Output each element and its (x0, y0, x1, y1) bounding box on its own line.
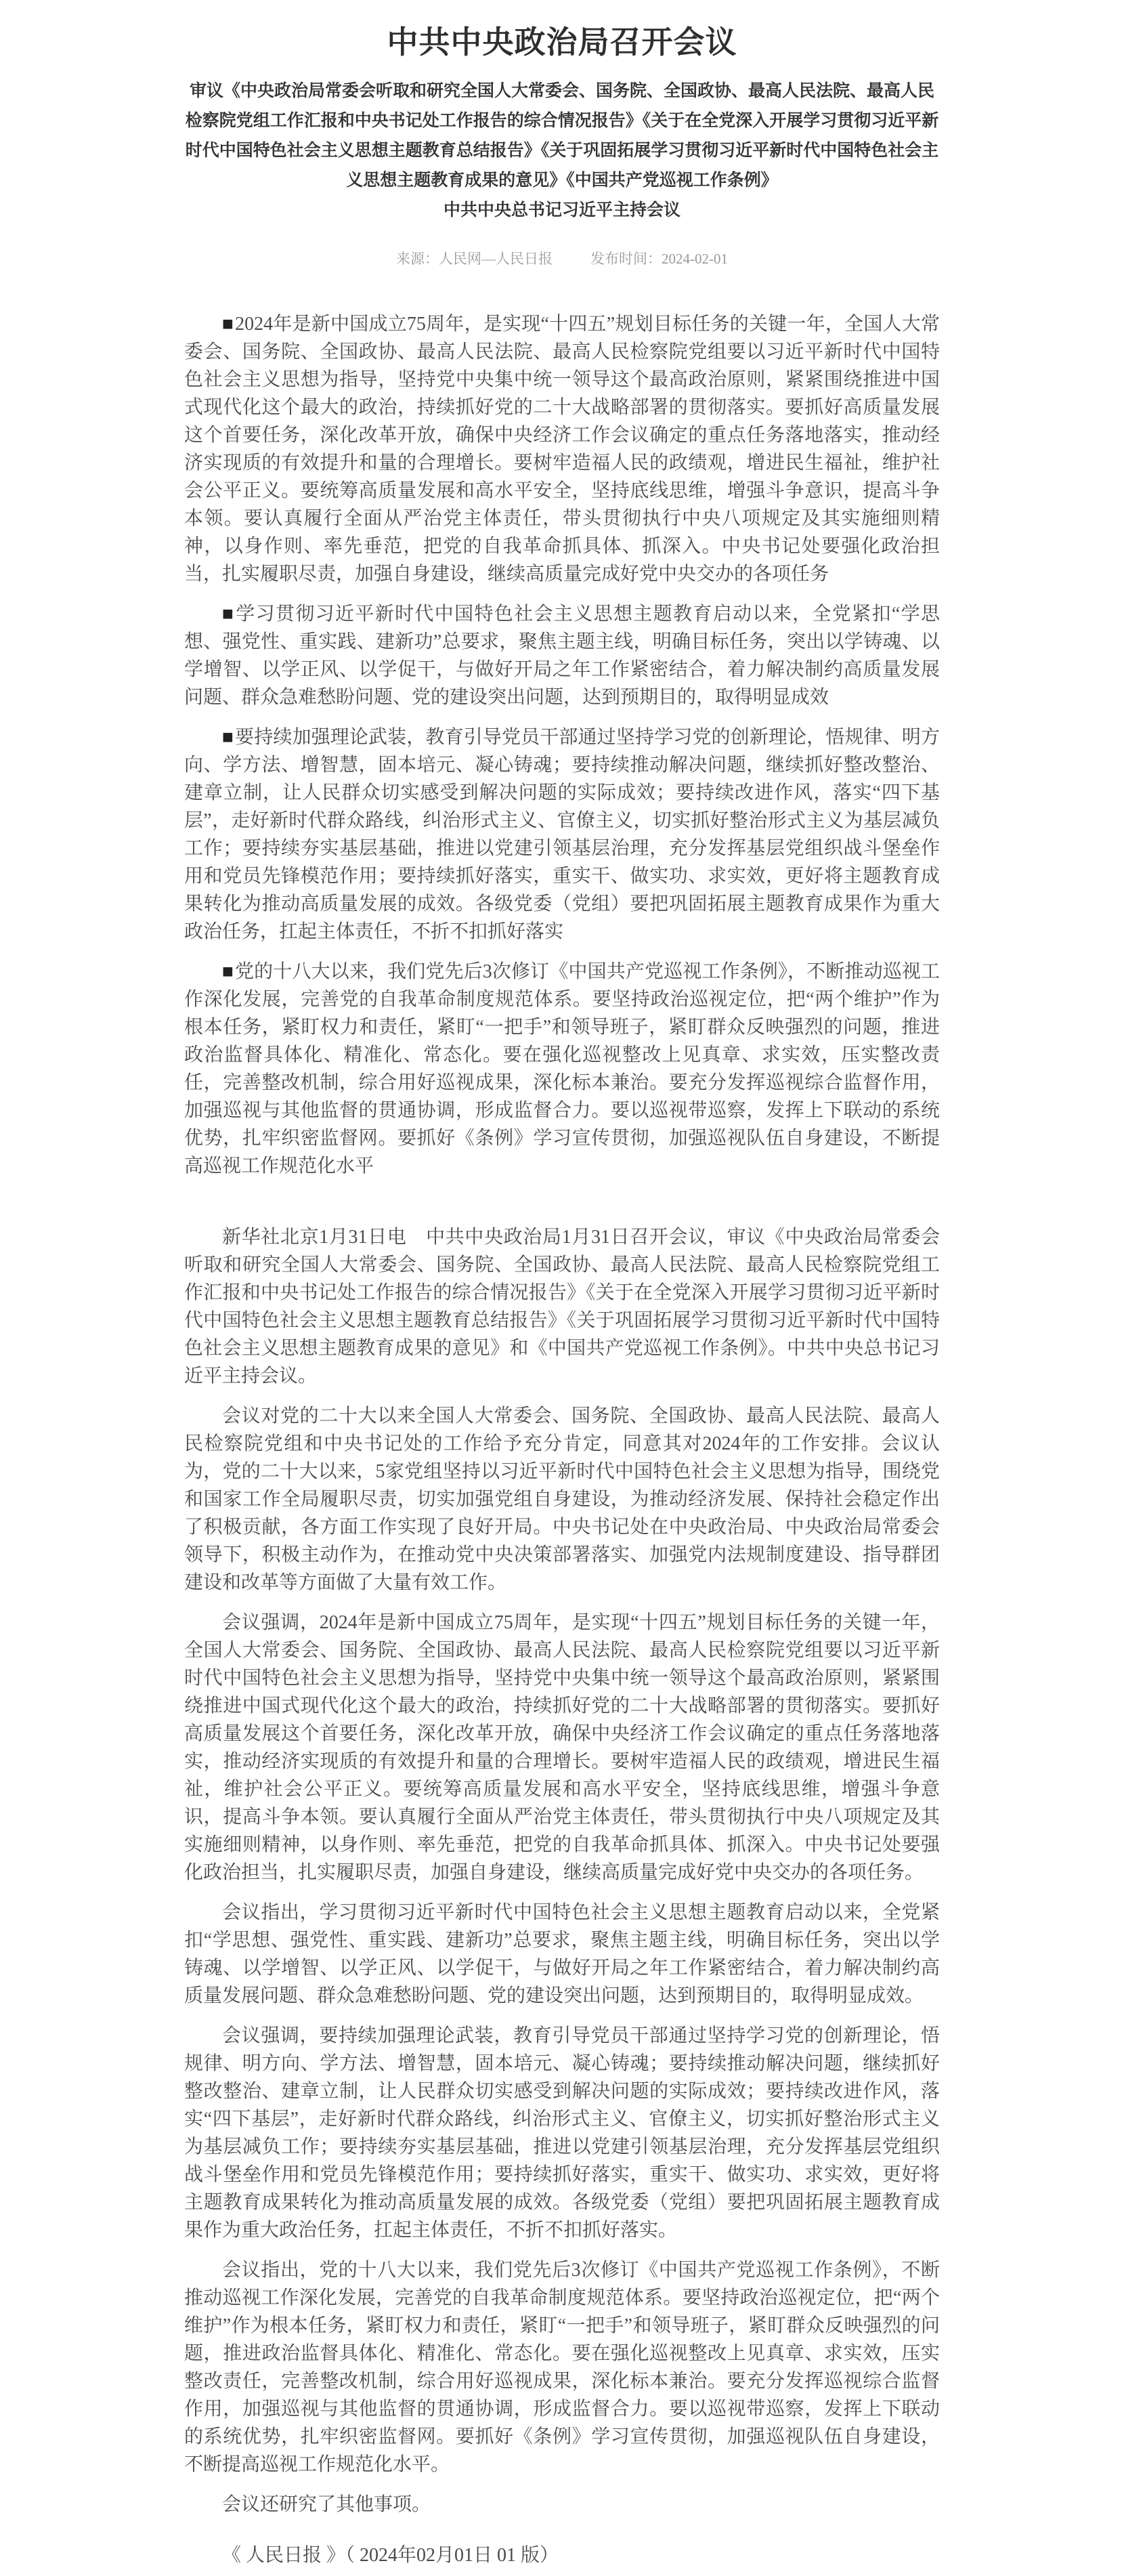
highlight-paragraph (184, 958, 940, 1180)
highlight-text: 2024年是新中国成立75周年，是实现“十四五”规划目标任务的关键一年，全国人大常委会、国务院、全国政协、最高人民法院、最高人民检察院党组要以习近平新时代中国特色社会主义思想为指导，坚持党中央集中统一领导这个最高政治原则，紧紧围绕推进中国式现代化这个最大的政治，持续抓好党的二十大战略部署的贯彻落实。要抓好高质量发展这个首要任务，深化改革开放，确保中央经济工作会议确定的重点任务落地落实，推动经济实现质的有效提升和量的合理增长。要树牢造福人民的政绩观，增进民生福祉，维护社会公平正义。要统筹高质量发展和高水平安全，坚持底线思维，增强斗争意识，提高斗争本领。要认真履行全面从严治党主体责任，带头贯彻执行中央八项规定及其实施细则精神，以身作则、率先垂范，把党的自我革命抓具体、抓深入。中央书记处要强化政治担当，扎实履职尽责，加强自身建设，继续高质量完成好党中央交办的各项任务 (184, 314, 940, 585)
highlight-text: 党的十八大以来，我们党先后3次修订《中国共产党巡视工作条例》，不断推动巡视工作深化发展，完善党的自我革命制度规范体系。要坚持政治巡视定位，把“两个维护”作为根本任务，紧盯权力和责任，紧盯“一把手”和领导班子，紧盯群众反映强烈的问题，推进政治监督具体化、精准化、常态化。要在强化巡视整改上见真章、求实效，压实整改责任，完善整改机制，综合用好巡视成果，深化标本兼治。要充分发挥巡视综合监督作用，加强巡视与其他监督的贯通协调，形成监督合力。要以巡视带巡察，发挥上下联动的系统优势，扎牢织密监督网。要抓好《条例》学习宣传贯彻，加强巡视队伍自身建设，不断提高巡视工作规范化水平 (184, 961, 940, 1177)
article-subtitle-line2: 中共中央总书记习近平主持会议 (443, 200, 680, 219)
highlight-text: 要持续加强理论武装，教育引导党员干部通过坚持学习党的创新理论，悟规律、明方向、学方法、增智慧，固本培元、凝心铸魂；要持续推动解决问题，继续抓好整改整治、建章立制，让人民群众切实感受到解决问题的实际成效；要持续改进作风，落实“四下基层”，走好新时代群众路线，纠治形式主义、官僚主义，切实抓好整治形式主义为基层减负工作；要持续夯实基层基础，推进以党建引领基层治理，充分发挥基层党组织战斗堡垒作用和党员先锋模范作用；要持续抓好落实，重实干、做实功、求实效，更好将主题教育成果转化为推动高质量发展的成效。各级党委（党组）要把巩固拓展主题教育成果作为重大政治任务，扛起主体责任，不折不扣抓好落实 (184, 727, 940, 942)
body-paragraph: 会议还研究了其他事项。 (222, 2494, 431, 2515)
body-paragraph: 会议强调，2024年是新中国成立75周年，是实现“十四五”规划目标任务的关键一年，全国人大常委会、国务院、全国政协、最高人民法院、最高人民检察院党组要以习近平新时代中国特色社会主义思想为指导，坚持党中央集中统一领导这个最高政治原则，紧紧围绕推进中国式现代化这个最大的政治，持续抓好党的二十大战略部署的贯彻落实。要抓好高质量发展这个首要任务，深化改革开放，确保中央经济工作会议确定的重点任务落地落实，推动经济实现质的有效提升和量的合理增长。要树牢造福人民的政绩观，增进民生福祉，维护社会公平正义。要统筹高质量发展和高水平安全，坚持底线思维，增强斗争意识，提高斗争本领。要认真履行全面从严治党主体责任，带头贯彻执行中央八项规定及其实施细则精神，以身作则、率先垂范，把党的自我革命抓具体、抓深入。中央书记处要强化政治担当，扎实履职尽责，加强自身建设，继续高质量完成好党中央交办的各项任务。 (184, 1612, 940, 1883)
body-paragraph: 会议指出，学习贯彻习近平新时代中国特色社会主义思想主题教育启动以来，全党紧扣“学思想、强党性、重实践、建新功”总要求，聚焦主题主线，明确目标任务，突出以学铸魂、以学增智、以学正风、以学促干，与做好开局之年工作紧密结合，着力解决制约高质量发展问题、群众急难愁盼问题、党的建设突出问题，达到预期目的，取得明显成效。 (184, 1902, 940, 2006)
source-label: 来源：人民网—人民日报 (396, 251, 553, 267)
body-paragraph: 会议强调，要持续加强理论武装，教育引导党员干部通过坚持学习党的创新理论，悟规律、明方向、学方法、增智慧，固本培元、凝心铸魂；要持续推动解决问题，继续抓好整改整治、建章立制，让人民群众切实感受到解决问题的实际成效；要持续改进作风，落实“四下基层”，走好新时代群众路线，纠治形式主义、官僚主义，切实抓好整治形式主义为基层减负工作；要持续夯实基层基础，推进以党建引领基层治理，充分发挥基层党组织战斗堡垒作用和党员先锋模范作用；要持续抓好落实，重实干、做实功、求实效，更好将主题教育成果转化为推动高质量发展的成效。各级党委（党组）要把巩固拓展主题教育成果作为重大政治任务，扛起主体责任，不折不扣抓好落实。 (184, 2025, 940, 2241)
square-bullet-icon: ■ (222, 604, 235, 625)
highlight-text: 学习贯彻习近平新时代中国特色社会主义思想主题教育启动以来，全党紧扣“学思想、强党性、重实践、建新功”总要求，聚焦主题主线，明确目标任务，突出以学铸魂、以学增智、以学正风、以学促干，与做好开局之年工作紧密结合，着力解决制约高质量发展问题、群众急难愁盼问题、党的建设突出问题，达到预期目的，取得明显成效 (184, 604, 940, 708)
body-paragraph: 会议指出，党的十八大以来，我们党先后3次修订《中国共产党巡视工作条例》，不断推动巡视工作深化发展，完善党的自我革命制度规范体系。要坚持政治巡视定位，把“两个维护”作为根本任务，紧盯权力和责任，紧盯“一把手”和领导班子，紧盯群众反映强烈的问题，推进政治监督具体化、精准化、常态化。要在强化巡视整改上见真章、求实效，压实整改责任，完善整改机制，综合用好巡视成果，深化标本兼治。要充分发挥巡视综合监督作用，加强巡视与其他监督的贯通协调，形成监督合力。要以巡视带巡察，发挥上下联动的系统优势，扎牢织密监督网。要抓好《条例》学习宣传贯彻，加强巡视队伍自身建设，不断提高巡视工作规范化水平。 (184, 2260, 940, 2475)
article-subtitle: 审议《中央政治局常委会听取和研究全国人大常委会、国务院、全国政协、最高人民法院、最高人民检察院党组工作汇报和中央书记处工作报告的综合情况报告》《关于在全党深入开展学习贯彻习近平新时代中国特色社会主义思想主题教育总结报告》《关于巩固拓展学习贯彻习近平新时代中国特色社会主义思想主题教育成果的意见》《中国共产党巡视工作条例》 (185, 81, 939, 190)
article-title: 中共中央政治局召开会议 (387, 24, 737, 60)
article-container (184, 18, 940, 2569)
highlight-paragraph (184, 310, 940, 588)
article-body (184, 1223, 940, 2518)
highlight-paragraph (184, 723, 940, 946)
body-paragraph: 新华社北京1月31日电 中共中央政治局1月31日召开会议，审议《中央政治局常委会听取和研究全国人大常委会、国务院、全国政协、最高人民法院、最高人民检察院党组工作汇报和中央书记处工作报告的综合情况报告》《关于在全党深入开展学习贯彻习近平新时代中国特色社会主义思想主题教育总结报告》《关于巩固拓展学习贯彻习近平新时代中国特色社会主义思想主题教育成果的意见》和《中国共产党巡视工作条例》。中共中央总书记习近平主持会议。 (184, 1227, 940, 1387)
highlights-section (184, 310, 940, 1180)
article-meta (184, 248, 940, 268)
square-bullet-icon: ■ (222, 314, 234, 335)
publish-time-label: 发布时间：2024-02-01 (590, 251, 728, 267)
square-bullet-icon: ■ (222, 961, 234, 982)
paper-source-footer: 《 人民日报 》（ 2024年02月01日 01 版） (222, 2545, 559, 2566)
highlight-paragraph (184, 600, 940, 711)
square-bullet-icon: ■ (222, 727, 234, 748)
body-paragraph: 会议对党的二十大以来全国人大常委会、国务院、全国政协、最高人民法院、最高人民检察院党组和中央书记处的工作给予充分肯定，同意其对2024年的工作安排。会议认为，党的二十大以来，5家党组坚持以习近平新时代中国特色社会主义思想为指导，围绕党和国家工作全局履职尽责，切实加强党组自身建设，为推动经济发展、保持社会稳定作出了积极贡献，各方面工作实现了良好开局。中央书记处在中央政治局、中央政治局常委会领导下，积极主动作为，在推动党中央决策部署落实、加强党内法规制度建设、指导群团建设和改革等方面做了大量有效工作。 (184, 1406, 940, 1593)
